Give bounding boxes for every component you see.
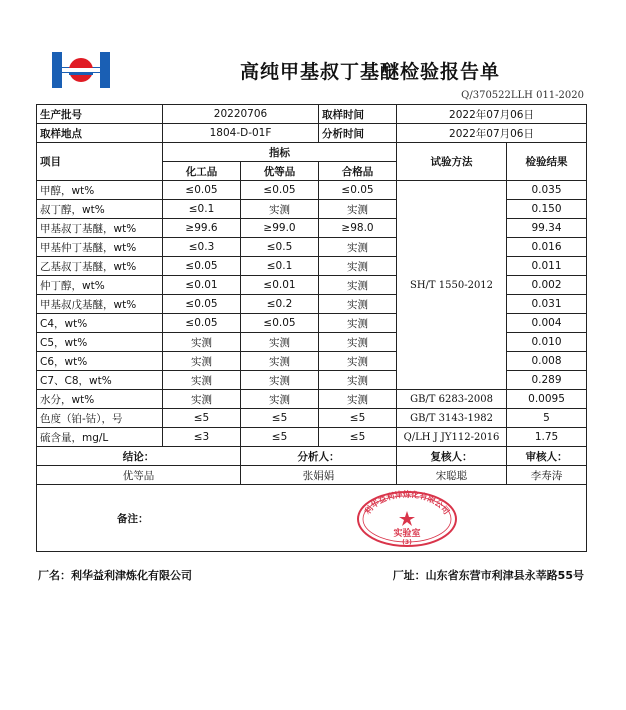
grade-qualified-value: 实测 xyxy=(319,314,397,333)
signoff-label-row xyxy=(37,447,587,466)
grade-premium-value: ≥99.0 xyxy=(241,219,319,238)
item-name: 叔丁醇，wt% xyxy=(37,200,163,219)
item-name: C4，wt% xyxy=(37,314,163,333)
conclusion-value: 优等品 xyxy=(37,466,241,485)
result-value: 0.035 xyxy=(507,181,587,200)
factory-name: 厂名：利华益利津炼化有限公司 xyxy=(38,569,192,582)
analyst-label: 分析人： xyxy=(241,447,397,466)
grade-premium-value: 实测 xyxy=(241,333,319,352)
test-method-shared: SH/T 1550-2012 xyxy=(397,181,507,390)
sample-time-value: 2022年07月06日 xyxy=(397,105,587,124)
grade-chem-value: ≤3 xyxy=(163,428,241,447)
grade-qualified-value: 实测 xyxy=(319,371,397,390)
result-value: 0.011 xyxy=(507,257,587,276)
grade-chem-value: ≤0.05 xyxy=(163,257,241,276)
grade-premium-value: ≤0.05 xyxy=(241,314,319,333)
grade-qualified-value: 实测 xyxy=(319,200,397,219)
location-value: 1804-D-01F xyxy=(163,124,319,143)
grade-chem-value: ≤0.05 xyxy=(163,181,241,200)
stamp-text-top: 利华益利津炼化有限公司 xyxy=(362,490,452,517)
sample-time-label: 取样时间 xyxy=(319,105,397,124)
result-value: 0.016 xyxy=(507,238,587,257)
result-value: 1.75 xyxy=(507,428,587,447)
company-logo-icon xyxy=(50,50,112,90)
meta-row-2 xyxy=(37,124,587,143)
grade-chem-value: 实测 xyxy=(163,371,241,390)
grade-qualified-value: 实测 xyxy=(319,333,397,352)
grade-qualified-value: ≤0.05 xyxy=(319,181,397,200)
table-row xyxy=(37,428,587,447)
result-value: 0.289 xyxy=(507,371,587,390)
grade-qualified-value: ≤5 xyxy=(319,409,397,428)
grade-chem-value: 实测 xyxy=(163,333,241,352)
table-row xyxy=(37,390,587,409)
item-name: 硫含量，mg/L xyxy=(37,428,163,447)
grade-chem-value: ≤0.01 xyxy=(163,276,241,295)
header-row-1 xyxy=(37,143,587,162)
col-grade-chem: 化工品 xyxy=(163,162,241,181)
reviewer-value: 宋聪聪 xyxy=(397,466,507,485)
col-result: 检验结果 xyxy=(507,143,587,181)
grade-premium-value: ≤0.01 xyxy=(241,276,319,295)
test-method: Q/LH J JY112-2016 xyxy=(397,428,507,447)
grade-chem-value: ≤0.05 xyxy=(163,314,241,333)
result-value: 0.004 xyxy=(507,314,587,333)
reviewer-label: 复核人： xyxy=(397,447,507,466)
grade-premium-value: ≤0.1 xyxy=(241,257,319,276)
result-value: 0.008 xyxy=(507,352,587,371)
grade-qualified-value: ≤5 xyxy=(319,428,397,447)
item-name: 甲醇，wt% xyxy=(37,181,163,200)
document-number: Q/370522LLH 011-2020 xyxy=(461,90,584,101)
table-row xyxy=(37,181,587,200)
item-name: 甲基仲丁基醚，wt% xyxy=(37,238,163,257)
item-name: C6，wt% xyxy=(37,352,163,371)
meta-row-1 xyxy=(37,105,587,124)
location-label: 取样地点 xyxy=(37,124,163,143)
grade-chem-value: ≤0.3 xyxy=(163,238,241,257)
grade-premium-value: ≤0.05 xyxy=(241,181,319,200)
item-name: 甲基叔丁基醚，wt% xyxy=(37,219,163,238)
item-name: C5，wt% xyxy=(37,333,163,352)
inspection-table xyxy=(36,104,587,552)
remarks-label: 备注： xyxy=(117,512,149,525)
item-name: C7、C8，wt% xyxy=(37,371,163,390)
item-name: 甲基叔戊基醚，wt% xyxy=(37,295,163,314)
test-method: GB/T 6283-2008 xyxy=(397,390,507,409)
grade-chem-value: ≥99.6 xyxy=(163,219,241,238)
report-title: 高纯甲基叔丁基醚检验报告单 xyxy=(239,61,500,83)
grade-qualified-value: 实测 xyxy=(319,295,397,314)
grade-chem-value: 实测 xyxy=(163,390,241,409)
col-grade-premium: 优等品 xyxy=(241,162,319,181)
grade-qualified-value: 实测 xyxy=(319,257,397,276)
grade-chem-value: ≤0.05 xyxy=(163,295,241,314)
stamp-text-mid: 实验室 xyxy=(393,529,421,539)
auditor-label: 审核人： xyxy=(507,447,587,466)
result-value: 5 xyxy=(507,409,587,428)
remarks-row xyxy=(37,485,587,552)
grade-chem-value: ≤0.1 xyxy=(163,200,241,219)
grade-premium-value: ≤0.2 xyxy=(241,295,319,314)
grade-premium-value: 实测 xyxy=(241,390,319,409)
auditor-value: 李寿涛 xyxy=(507,466,587,485)
grade-chem-value: ≤5 xyxy=(163,409,241,428)
col-method: 试验方法 xyxy=(397,143,507,181)
batch-label: 生产批号 xyxy=(37,105,163,124)
result-value: 0.031 xyxy=(507,295,587,314)
result-value: 99.34 xyxy=(507,219,587,238)
grade-premium-value: ≤0.5 xyxy=(241,238,319,257)
conclusion-label: 结论： xyxy=(37,447,241,466)
item-name: 水分，wt% xyxy=(37,390,163,409)
item-name: 乙基叔丁基醚，wt% xyxy=(37,257,163,276)
col-grade-qualified: 合格品 xyxy=(319,162,397,181)
analyst-value: 张娟娟 xyxy=(241,466,397,485)
grade-qualified-value: 实测 xyxy=(319,352,397,371)
stamp-text-bottom: (3) xyxy=(402,539,412,546)
col-indicator: 指标 xyxy=(163,143,397,162)
laboratory-stamp-icon xyxy=(355,489,459,549)
grade-chem-value: 实测 xyxy=(163,352,241,371)
result-value: 0.010 xyxy=(507,333,587,352)
col-item: 项目 xyxy=(37,143,163,181)
batch-value: 20220706 xyxy=(163,105,319,124)
table-row xyxy=(37,409,587,428)
factory-address: 厂址：山东省东营市利津县永莘路55号 xyxy=(392,569,584,582)
result-value: 0.002 xyxy=(507,276,587,295)
grade-premium-value: 实测 xyxy=(241,352,319,371)
result-value: 0.150 xyxy=(507,200,587,219)
analysis-time-label: 分析时间 xyxy=(319,124,397,143)
grade-premium-value: 实测 xyxy=(241,371,319,390)
grade-qualified-value: 实测 xyxy=(319,238,397,257)
grade-premium-value: 实测 xyxy=(241,200,319,219)
grade-premium-value: ≤5 xyxy=(241,409,319,428)
item-name: 仲丁醇，wt% xyxy=(37,276,163,295)
signoff-value-row xyxy=(37,466,587,485)
item-name: 色度（铂-钴），号 xyxy=(37,409,163,428)
analysis-time-value: 2022年07月06日 xyxy=(397,124,587,143)
grade-premium-value: ≤5 xyxy=(241,428,319,447)
grade-qualified-value: 实测 xyxy=(319,390,397,409)
result-value: 0.0095 xyxy=(507,390,587,409)
grade-qualified-value: ≥98.0 xyxy=(319,219,397,238)
test-method: GB/T 3143-1982 xyxy=(397,409,507,428)
grade-qualified-value: 实测 xyxy=(319,276,397,295)
